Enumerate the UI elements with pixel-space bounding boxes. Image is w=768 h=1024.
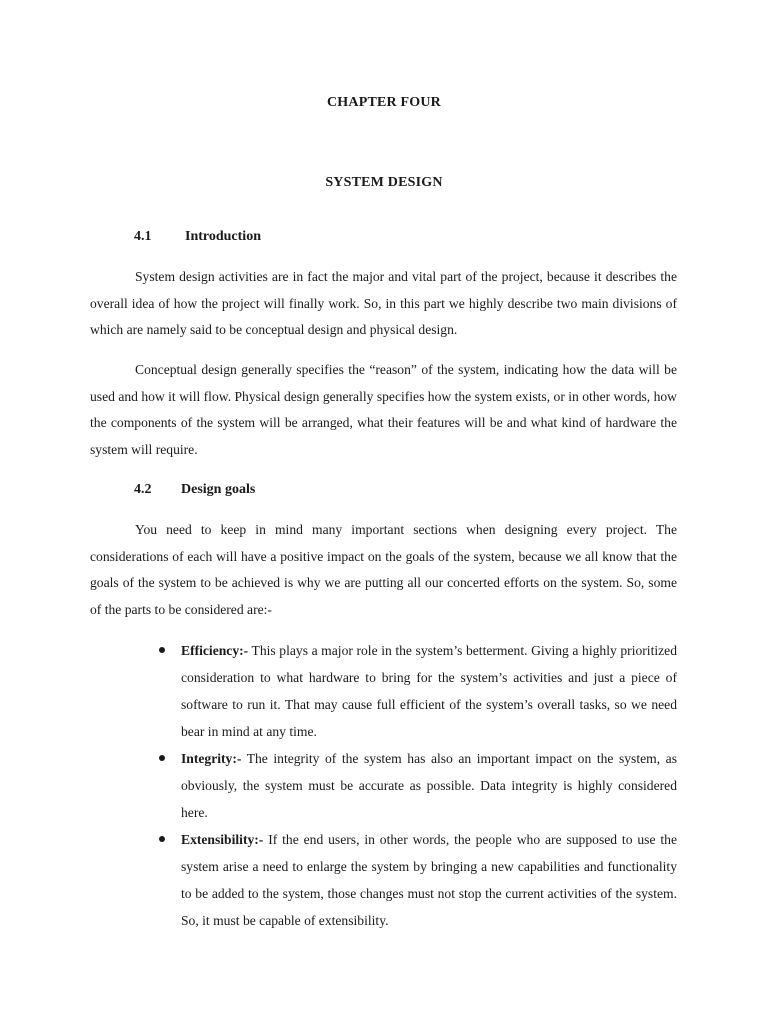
bullet-icon: [159, 647, 165, 653]
bullet-text: This plays a major role in the system’s betterment. Giving a highly prioritized consideration to what hardware to bring for the system’s activities and just a piece of software to run it. That may cause full efficient of the system’s overall tasks, so we need bear in mind at any time.: [181, 643, 677, 739]
intro-paragraph-2: Conceptual design generally specifies the “reason” of the system, indicating how the data will be used and how it will flow. Physical design generally specifies how the system exists, or in other words, how the components of the system will be arranged, what their features will be and what kind of hardware the system will require.: [90, 362, 677, 457]
section-heading-design-goals: [134, 482, 256, 498]
list-item-extensibility: [181, 826, 677, 934]
chapter-title: CHAPTER FOUR: [326, 95, 441, 110]
section-title: Introduction: [185, 229, 261, 244]
chapter-subtitle: SYSTEM DESIGN: [325, 175, 443, 190]
section-title: Design goals: [181, 482, 256, 497]
bullet-icon: [159, 755, 165, 761]
bullet-term: Efficiency:-: [181, 643, 249, 658]
list-item-integrity: [181, 745, 677, 826]
list-item-efficiency: [181, 637, 677, 745]
bullet-text: The integrity of the system has also an important impact on the system, as obviously, the system must be accurate as possible. Data integrity is highly considered here.: [181, 751, 677, 820]
bullet-term: Extensibility:-: [181, 832, 264, 847]
section-number: 4.1: [134, 229, 152, 244]
intro-paragraph-1: System design activities are in fact the major and vital part of the project, because it describes the overall idea of how the project will finally work. So, in this part we highly describe two main divisions of which are namely said to be conceptual design and physical design.: [90, 269, 677, 338]
bullet-icon: [159, 836, 165, 842]
section-number: 4.2: [134, 482, 152, 497]
bullet-text: If the end users, in other words, the people who are supposed to use the system arise a need to enlarge the system by bringing a new capabilities and functionality to be added to the system, those changes must not stop the current activities of the system. So, it must be capable of extensibility.: [181, 832, 677, 928]
section-heading-introduction: [134, 229, 261, 245]
design-goals-paragraph: You need to keep in mind many important sections when designing every project. The considerations of each will have a positive impact on the goals of the system, because we all know that the goals of the system to be achieved is why we are putting all our concerted efforts on the system. So, some of the parts to be considered are:-: [90, 522, 677, 617]
bullet-term: Integrity:-: [181, 751, 242, 766]
